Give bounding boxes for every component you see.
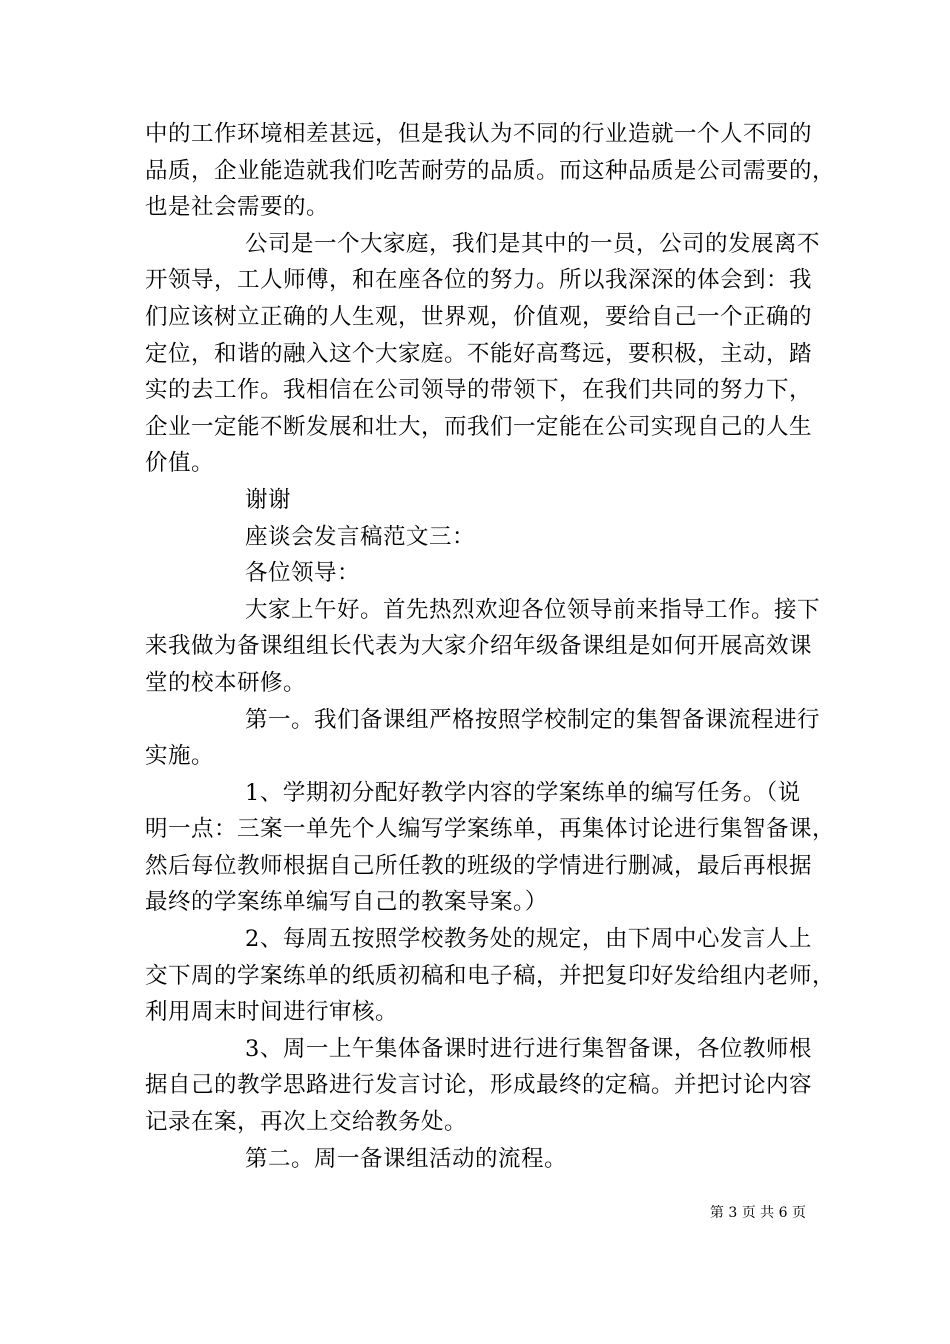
- text-line: 价值。: [145, 450, 215, 477]
- text-line: 品质，企业能造就我们吃苦耐劳的品质。而这种品质是公司需要的，: [145, 157, 836, 184]
- text-line: 利用周末时间进行审核。: [145, 999, 399, 1026]
- text-line: 堂的校本研修。: [145, 669, 307, 696]
- paragraph: [145, 592, 821, 702]
- text-line: 第二。周一备课组活动的流程。: [245, 1145, 568, 1172]
- text-line: 来我做为备课组组长代表为大家介绍年级备课组是如何开展高效课: [145, 633, 813, 660]
- text-line: 据自己的教学思路进行发言讨论，形成最终的定稿。并把讨论内容: [145, 1072, 813, 1099]
- text-line: 座谈会发言稿范文三：: [245, 523, 476, 550]
- text-line: 各位领导：: [245, 560, 361, 587]
- text-line: 1、学期初分配好教学内容的学案练单的编写任务。（说: [245, 779, 801, 806]
- text-line: 交下周的学案练单的纸质初稿和电子稿，并把复印好发给组内老师，: [145, 962, 836, 989]
- section-heading: [145, 519, 807, 556]
- text-line: 第一。我们备课组严格按照学校制定的集智备课流程进行: [245, 706, 821, 733]
- text-line: 公司是一个大家庭，我们是其中的一员，公司的发展离不: [245, 230, 821, 257]
- text-line: 也是社会需要的。: [145, 194, 330, 221]
- salutation: [145, 555, 807, 592]
- text-line: 中的工作环境相差甚远，但是我认为不同的行业造就一个人不同的: [145, 121, 813, 147]
- paragraph: [145, 1031, 813, 1141]
- text-line: 开领导，工人师傅，和在座各位的努力。所以我深深的体会到：我: [145, 267, 813, 294]
- paragraph: [145, 1141, 807, 1178]
- paragraph: [145, 482, 807, 519]
- paragraph: [145, 702, 821, 775]
- text-line: 企业一定能不断发展和壮大，而我们一定能在公司实现自己的人生: [145, 413, 813, 440]
- text-line: 实施。: [145, 743, 215, 770]
- text-line: 实的去工作。我相信在公司领导的带领下，在我们共同的努力下，: [145, 377, 813, 404]
- text-line: 3、周一上午集体备课时进行进行集智备课，各位教师根: [245, 1035, 812, 1062]
- text-line: 记录在案，再次上交给教务处。: [145, 1109, 468, 1136]
- text-line: 定位，和谐的融入这个大家庭。不能好高骛远，要积极，主动，踏: [145, 340, 813, 367]
- text-line: 明一点：三案一单先个人编写学案练单，再集体讨论进行集智备课，: [145, 816, 836, 843]
- paragraph: [145, 775, 836, 921]
- paragraph: [145, 226, 821, 482]
- page-number: 第 3 页 共 6 页: [709, 1205, 806, 1221]
- text-line: 2、每周五按照学校教务处的规定，由下周中心发言人上: [245, 926, 812, 953]
- text-line: 大家上午好。首先热烈欢迎各位领导前来指导工作。接下: [245, 596, 821, 623]
- text-line: 们应该树立正确的人生观，世界观，价值观，要给自己一个正确的: [145, 303, 813, 330]
- text-line: 然后每位教师根据自己所任教的班级的学情进行删减，最后再根据: [145, 852, 813, 879]
- paragraph: [145, 116, 836, 226]
- paragraph: [145, 921, 836, 1031]
- document-body: [145, 116, 836, 1177]
- text-line: 最终的学案练单编写自己的教案导案。）: [145, 889, 548, 916]
- text-line: 谢谢: [245, 486, 292, 513]
